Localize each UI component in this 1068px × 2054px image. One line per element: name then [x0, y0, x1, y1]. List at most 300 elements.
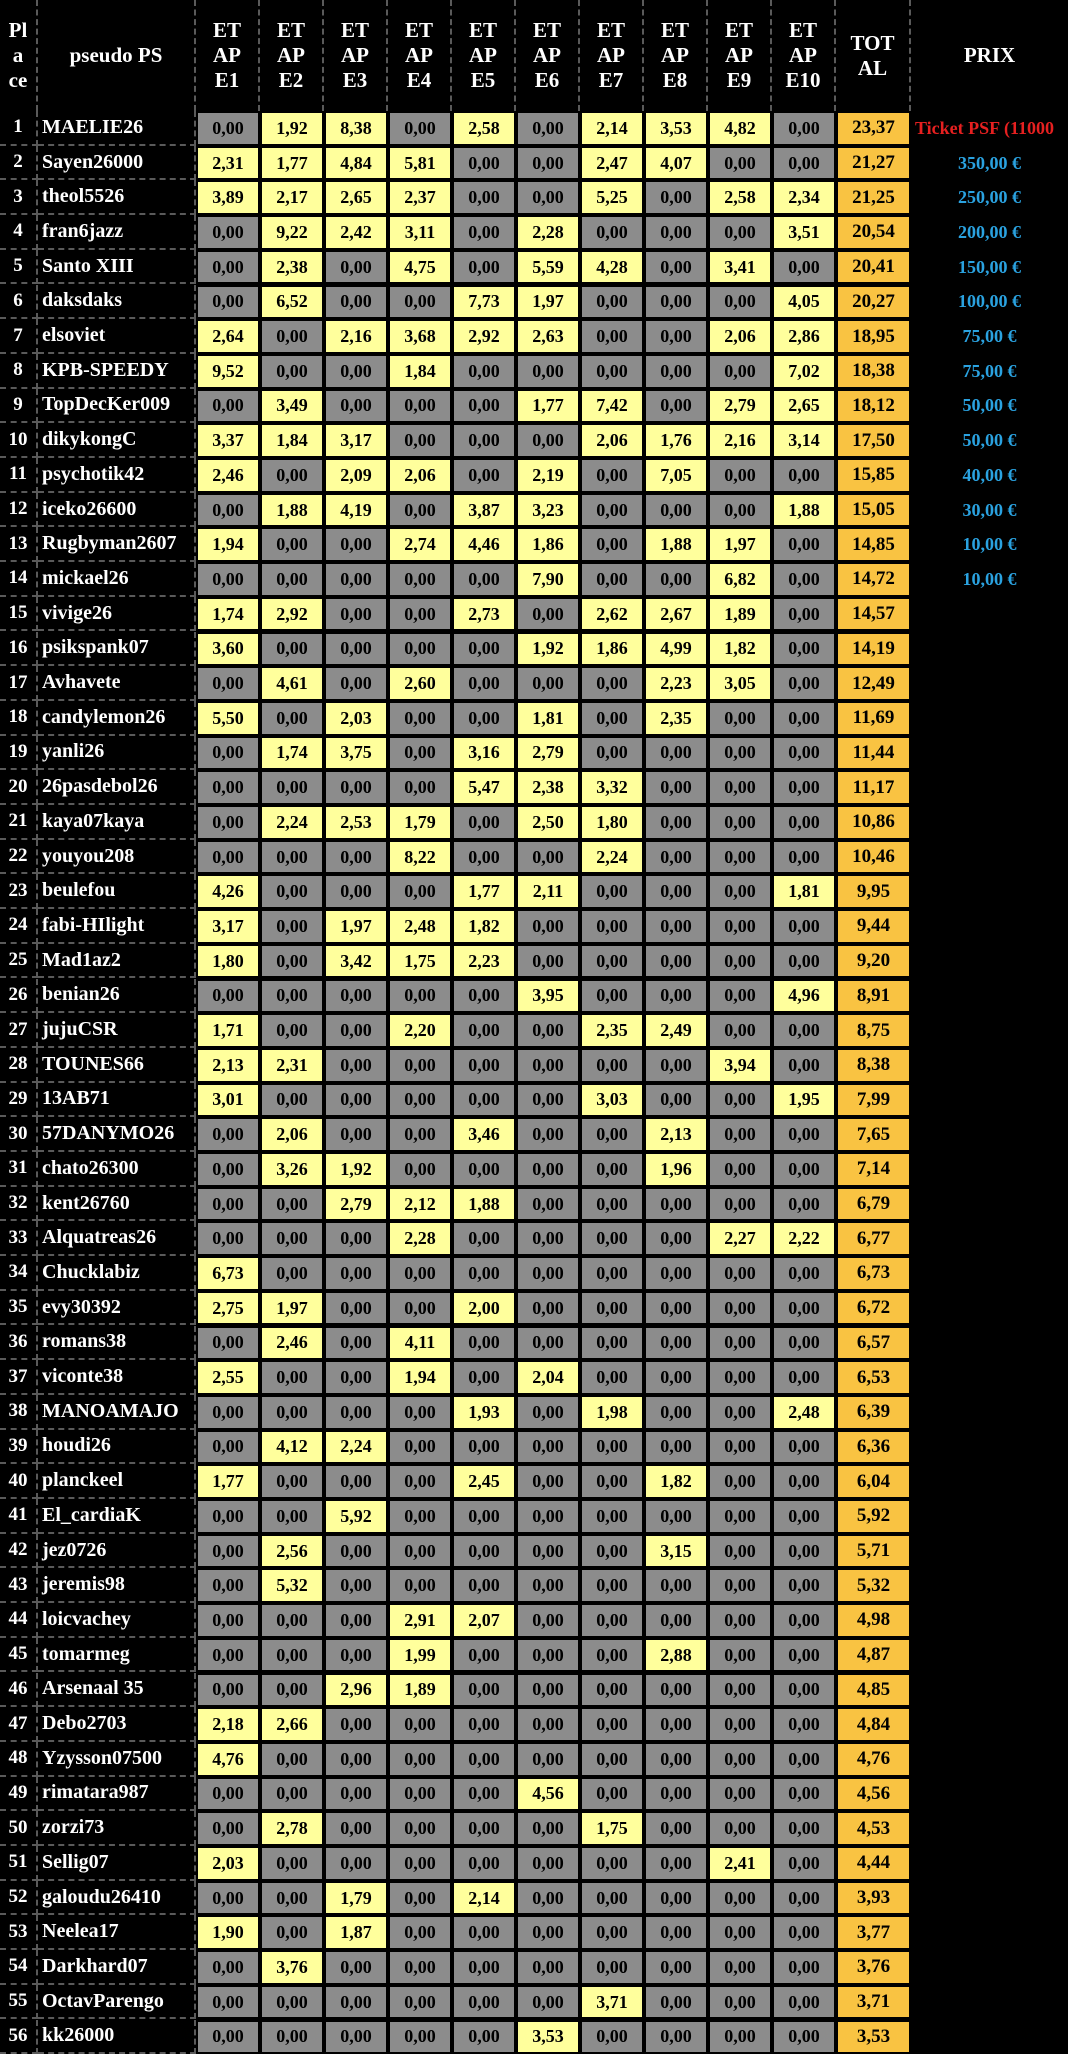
prize-cell	[911, 1534, 1068, 1569]
stage-score-cell: 0,00	[709, 1292, 771, 1325]
header-prize: PRIX	[911, 0, 1068, 111]
player-name-cell: MANOAMAJO	[38, 1395, 196, 1430]
stage-score-cell: 0,00	[709, 1465, 771, 1498]
stage-score-cell: 0,00	[197, 980, 259, 1013]
player-name-cell: kaya07kaya	[38, 805, 196, 840]
stage-score-cell: 1,89	[389, 1674, 451, 1707]
stage-score-cell: 0,00	[709, 980, 771, 1013]
stage-score-cell: 0,00	[709, 1396, 771, 1429]
stage-score-cell: 2,41	[709, 1847, 771, 1880]
header-stage-1: ET AP E1	[196, 0, 260, 111]
stage-score-cell: 0,00	[517, 1951, 579, 1984]
stage-score-cell: 3,89	[197, 181, 259, 214]
stage-score-cell: 0,00	[389, 1153, 451, 1186]
stage-score-cell: 0,00	[261, 1916, 323, 1949]
stage-score-cell: 2,66	[261, 1708, 323, 1741]
stage-score-cell: 0,00	[645, 875, 707, 908]
stage-score-cell: 1,79	[389, 806, 451, 839]
stage-score-cell: 0,00	[645, 1951, 707, 1984]
stage-score-cell: 0,00	[709, 147, 771, 180]
stage-score-cell: 2,24	[581, 841, 643, 874]
table-row	[0, 1013, 1068, 1048]
stage-score-cell: 0,00	[325, 1257, 387, 1290]
stage-score-cell: 0,00	[261, 1014, 323, 1047]
stage-score-cell: 1,82	[645, 1465, 707, 1498]
stage-score-cell: 0,00	[581, 1188, 643, 1221]
table-row	[0, 701, 1068, 736]
stage-score-cell: 2,09	[325, 459, 387, 492]
place-cell: 25	[0, 944, 38, 979]
stage-score-cell: 0,00	[453, 1361, 515, 1394]
stage-score-cell: 0,00	[325, 1396, 387, 1429]
player-name-cell: Arsenaal 35	[38, 1673, 196, 1708]
total-cell: 7,65	[837, 1118, 910, 1151]
total-cell: 4,76	[837, 1743, 910, 1776]
stage-score-cell: 0,00	[389, 633, 451, 666]
player-name-cell: TOUNES66	[38, 1048, 196, 1083]
stage-score-cell: 0,00	[453, 841, 515, 874]
stage-score-cell: 2,55	[197, 1361, 259, 1394]
stage-score-cell: 0,00	[581, 1118, 643, 1151]
table-row	[0, 1221, 1068, 1256]
stage-score-cell: 0,00	[709, 2021, 771, 2054]
stage-score-cell: 5,25	[581, 181, 643, 214]
stage-score-cell: 0,00	[709, 1569, 771, 1602]
total-cell: 15,85	[837, 459, 910, 492]
stage-score-cell: 0,00	[517, 1500, 579, 1533]
stage-score-cell: 5,92	[325, 1500, 387, 1533]
place-cell: 31	[0, 1152, 38, 1187]
table-row	[0, 840, 1068, 875]
player-name-cell: psikspank07	[38, 632, 196, 667]
stage-score-cell: 0,00	[453, 1916, 515, 1949]
place-cell: 13	[0, 527, 38, 562]
place-cell: 4	[0, 215, 38, 250]
place-cell: 49	[0, 1777, 38, 1812]
stage-score-cell: 3,01	[197, 1084, 259, 1117]
stage-score-cell: 0,00	[709, 1327, 771, 1360]
stage-score-cell: 0,00	[709, 875, 771, 908]
stage-score-cell: 0,00	[709, 1778, 771, 1811]
stage-score-cell: 0,00	[517, 910, 579, 943]
stage-score-cell: 0,00	[773, 841, 835, 874]
table-row	[0, 1152, 1068, 1187]
stage-score-cell: 6,73	[197, 1257, 259, 1290]
stage-score-cell: 0,00	[325, 1569, 387, 1602]
stage-score-cell: 0,00	[709, 1153, 771, 1186]
stage-score-cell: 0,00	[517, 1431, 579, 1464]
header-stage-3: ET AP E3	[324, 0, 388, 111]
stage-score-cell: 3,75	[325, 737, 387, 770]
stage-score-cell: 1,92	[517, 633, 579, 666]
stage-score-cell: 2,20	[389, 1014, 451, 1047]
stage-score-cell: 4,11	[389, 1327, 451, 1360]
stage-score-cell: 0,00	[581, 1257, 643, 1290]
total-cell: 21,27	[837, 147, 910, 180]
player-name-cell: Darkhard07	[38, 1950, 196, 1985]
total-cell: 3,71	[837, 1986, 910, 2019]
stage-score-cell: 2,53	[325, 806, 387, 839]
stage-score-cell: 0,00	[197, 841, 259, 874]
stage-score-cell: 7,90	[517, 563, 579, 596]
stage-score-cell: 0,00	[709, 1812, 771, 1845]
stage-score-cell: 0,00	[709, 806, 771, 839]
player-name-cell: Alquatreas26	[38, 1221, 196, 1256]
player-name-cell: Mad1az2	[38, 944, 196, 979]
stage-score-cell: 0,00	[773, 1743, 835, 1776]
stage-score-cell: 2,92	[261, 598, 323, 631]
stage-score-cell: 0,00	[709, 1014, 771, 1047]
stage-score-cell: 0,00	[261, 1361, 323, 1394]
place-cell: 40	[0, 1464, 38, 1499]
total-cell: 14,57	[837, 598, 910, 631]
stage-score-cell: 0,00	[389, 1569, 451, 1602]
stage-score-cell: 3,53	[517, 2021, 579, 2054]
stage-score-cell: 0,00	[773, 1014, 835, 1047]
stage-score-cell: 0,00	[325, 528, 387, 561]
stage-score-cell: 0,00	[645, 1222, 707, 1255]
stage-score-cell: 0,00	[517, 1708, 579, 1741]
stage-score-cell: 4,46	[453, 528, 515, 561]
player-name-cell: OctavParengo	[38, 1985, 196, 2020]
stage-score-cell: 3,76	[261, 1951, 323, 1984]
stage-score-cell: 2,42	[325, 216, 387, 249]
stage-score-cell: 4,76	[197, 1743, 259, 1776]
stage-score-cell: 1,89	[709, 598, 771, 631]
place-cell: 20	[0, 770, 38, 805]
stage-score-cell: 0,00	[773, 1708, 835, 1741]
stage-score-cell: 0,00	[709, 1951, 771, 1984]
stage-score-cell: 0,00	[645, 1292, 707, 1325]
header-stage-5: ET AP E5	[452, 0, 516, 111]
prize-cell	[911, 632, 1068, 667]
place-cell: 18	[0, 701, 38, 736]
stage-score-cell: 0,00	[325, 980, 387, 1013]
stage-score-cell: 0,00	[325, 1327, 387, 1360]
stage-score-cell: 3,17	[197, 910, 259, 943]
stage-score-cell: 0,00	[645, 910, 707, 943]
place-cell: 43	[0, 1568, 38, 1603]
stage-score-cell: 0,00	[325, 1535, 387, 1568]
stage-score-cell: 3,32	[581, 771, 643, 804]
total-cell: 3,53	[837, 2021, 910, 2054]
stage-score-cell: 0,00	[325, 1847, 387, 1880]
stage-score-cell: 1,74	[197, 598, 259, 631]
place-cell: 2	[0, 146, 38, 181]
stage-score-cell: 2,58	[453, 112, 515, 145]
stage-score-cell: 0,00	[517, 1327, 579, 1360]
stage-score-cell: 2,62	[581, 598, 643, 631]
stage-score-cell: 0,00	[517, 1292, 579, 1325]
place-cell: 39	[0, 1430, 38, 1465]
total-cell: 20,27	[837, 286, 910, 319]
stage-score-cell: 0,00	[645, 2021, 707, 2054]
stage-score-cell: 0,00	[197, 1153, 259, 1186]
stage-score-cell: 0,00	[645, 1396, 707, 1429]
stage-score-cell: 2,31	[197, 147, 259, 180]
stage-score-cell: 0,00	[709, 1361, 771, 1394]
total-cell: 23,37	[837, 112, 910, 145]
stage-score-cell: 0,00	[581, 737, 643, 770]
stage-score-cell: 0,00	[517, 945, 579, 978]
stage-score-cell: 0,00	[581, 563, 643, 596]
table-row	[0, 2020, 1068, 2054]
stage-score-cell: 1,81	[773, 875, 835, 908]
player-name-cell: viconte38	[38, 1360, 196, 1395]
stage-score-cell: 1,71	[197, 1014, 259, 1047]
place-cell: 50	[0, 1811, 38, 1846]
header-stage-10: ET AP E10	[772, 0, 836, 111]
player-name-cell: 26pasdebol26	[38, 770, 196, 805]
total-cell: 6,36	[837, 1431, 910, 1464]
stage-score-cell: 0,00	[453, 1327, 515, 1360]
player-name-cell: fran6jazz	[38, 215, 196, 250]
place-cell: 19	[0, 736, 38, 771]
place-cell: 8	[0, 354, 38, 389]
stage-score-cell: 0,00	[773, 1951, 835, 1984]
place-cell: 33	[0, 1221, 38, 1256]
stage-score-cell: 9,22	[261, 216, 323, 249]
stage-score-cell: 0,00	[581, 1500, 643, 1533]
stage-score-cell: 0,00	[645, 980, 707, 1013]
table-row	[0, 1430, 1068, 1465]
stage-score-cell: 0,00	[197, 1327, 259, 1360]
prize-cell	[911, 1291, 1068, 1326]
stage-score-cell: 3,37	[197, 424, 259, 457]
stage-score-cell: 2,79	[709, 390, 771, 423]
stage-score-cell: 0,00	[517, 1916, 579, 1949]
stage-score-cell: 0,00	[517, 1257, 579, 1290]
stage-score-cell: 0,00	[773, 1916, 835, 1949]
stage-score-cell: 1,80	[197, 945, 259, 978]
total-cell: 20,41	[837, 251, 910, 284]
stage-score-cell: 0,00	[389, 1396, 451, 1429]
stage-score-cell: 0,00	[645, 1882, 707, 1915]
stage-score-cell: 0,00	[709, 1882, 771, 1915]
stage-score-cell: 0,00	[325, 286, 387, 319]
place-cell: 41	[0, 1499, 38, 1534]
player-name-cell: rimatara987	[38, 1777, 196, 1812]
total-cell: 6,04	[837, 1465, 910, 1498]
stage-score-cell: 2,60	[389, 667, 451, 700]
stage-score-cell: 0,00	[389, 390, 451, 423]
stage-score-cell: 0,00	[197, 563, 259, 596]
place-cell: 24	[0, 909, 38, 944]
stage-score-cell: 0,00	[709, 1674, 771, 1707]
stage-score-cell: 5,59	[517, 251, 579, 284]
stage-score-cell: 0,00	[773, 1778, 835, 1811]
total-cell: 4,85	[837, 1674, 910, 1707]
stage-score-cell: 0,00	[645, 1743, 707, 1776]
stage-score-cell: 0,00	[389, 1500, 451, 1533]
stage-score-cell: 1,87	[325, 1916, 387, 1949]
stage-score-cell: 1,88	[453, 1188, 515, 1221]
header-total: TOT AL	[836, 0, 911, 111]
stage-score-cell: 7,42	[581, 390, 643, 423]
stage-score-cell: 4,56	[517, 1778, 579, 1811]
prize-cell	[911, 1985, 1068, 2020]
stage-score-cell: 0,00	[645, 1084, 707, 1117]
stage-score-cell: 0,00	[453, 1674, 515, 1707]
stage-score-cell: 0,00	[645, 1500, 707, 1533]
stage-score-cell: 1,84	[261, 424, 323, 457]
stage-score-cell: 0,00	[645, 1257, 707, 1290]
player-name-cell: romans38	[38, 1326, 196, 1361]
prize-cell	[911, 1464, 1068, 1499]
stage-score-cell: 8,38	[325, 112, 387, 145]
stage-score-cell: 4,28	[581, 251, 643, 284]
stage-score-cell: 0,00	[581, 1431, 643, 1464]
stage-score-cell: 0,00	[389, 1916, 451, 1949]
stage-score-cell: 1,96	[645, 1153, 707, 1186]
stage-score-cell: 0,00	[197, 112, 259, 145]
stage-score-cell: 0,00	[773, 806, 835, 839]
stage-score-cell: 0,00	[453, 1257, 515, 1290]
header-pseudo: pseudo PS	[38, 0, 196, 111]
stage-score-cell: 0,00	[261, 910, 323, 943]
stage-score-cell: 4,19	[325, 494, 387, 527]
stage-score-cell: 1,77	[453, 875, 515, 908]
stage-score-cell: 8,22	[389, 841, 451, 874]
stage-score-cell: 0,00	[709, 355, 771, 388]
stage-score-cell: 0,00	[581, 494, 643, 527]
stage-score-cell: 2,06	[709, 320, 771, 353]
stage-score-cell: 2,49	[645, 1014, 707, 1047]
stage-score-cell: 1,86	[581, 633, 643, 666]
table-row	[0, 1464, 1068, 1499]
stage-score-cell: 0,00	[453, 181, 515, 214]
table-row	[0, 1291, 1068, 1326]
stage-score-cell: 0,00	[261, 1188, 323, 1221]
stage-score-cell: 0,00	[197, 806, 259, 839]
stage-score-cell: 0,00	[517, 1569, 579, 1602]
stage-score-cell: 0,00	[453, 424, 515, 457]
table-row	[0, 389, 1068, 424]
stage-score-cell: 0,00	[517, 355, 579, 388]
stage-score-cell: 6,52	[261, 286, 323, 319]
stage-score-cell: 3,87	[453, 494, 515, 527]
player-name-cell: candylemon26	[38, 701, 196, 736]
prize-cell	[911, 1846, 1068, 1881]
stage-score-cell: 0,00	[453, 1500, 515, 1533]
stage-score-cell: 0,00	[389, 1292, 451, 1325]
player-name-cell: psychotik42	[38, 458, 196, 493]
stage-score-cell: 0,00	[325, 1014, 387, 1047]
stage-score-cell: 1,74	[261, 737, 323, 770]
stage-score-cell: 0,00	[581, 1327, 643, 1360]
stage-score-cell: 0,00	[581, 286, 643, 319]
stage-score-cell: 0,00	[517, 1222, 579, 1255]
table-row	[0, 354, 1068, 389]
prize-cell	[911, 770, 1068, 805]
stage-score-cell: 0,00	[325, 1361, 387, 1394]
table-row	[0, 1707, 1068, 1742]
stage-score-cell: 0,00	[389, 771, 451, 804]
stage-score-cell: 0,00	[645, 320, 707, 353]
stage-score-cell: 7,05	[645, 459, 707, 492]
total-cell: 18,38	[837, 355, 910, 388]
table-row	[0, 909, 1068, 944]
stage-score-cell: 0,00	[197, 1639, 259, 1672]
stage-score-cell: 1,97	[517, 286, 579, 319]
stage-score-cell: 0,00	[389, 2021, 451, 2054]
player-name-cell: beulefou	[38, 874, 196, 909]
stage-score-cell: 0,00	[581, 1153, 643, 1186]
table-row	[0, 736, 1068, 771]
stage-score-cell: 2,23	[645, 667, 707, 700]
prize-cell: 75,00 €	[911, 354, 1068, 389]
stage-score-cell: 0,00	[773, 771, 835, 804]
stage-score-cell: 0,00	[773, 633, 835, 666]
stage-score-cell: 0,00	[645, 251, 707, 284]
stage-score-cell: 0,00	[453, 1049, 515, 1082]
stage-score-cell: 0,00	[261, 2021, 323, 2054]
stage-score-cell: 0,00	[325, 771, 387, 804]
stage-score-cell: 0,00	[197, 494, 259, 527]
stage-score-cell: 0,00	[709, 771, 771, 804]
stage-score-cell: 0,00	[773, 112, 835, 145]
table-row	[0, 1568, 1068, 1603]
stage-score-cell: 0,00	[197, 667, 259, 700]
prize-cell	[911, 1430, 1068, 1465]
stage-score-cell: 0,00	[453, 1569, 515, 1602]
stage-score-cell: 0,00	[453, 390, 515, 423]
stage-score-cell: 0,00	[389, 1465, 451, 1498]
stage-score-cell: 0,00	[581, 1049, 643, 1082]
stage-score-cell: 0,00	[581, 1743, 643, 1776]
total-cell: 6,79	[837, 1188, 910, 1221]
player-name-cell: jujuCSR	[38, 1013, 196, 1048]
stage-score-cell: 0,00	[773, 528, 835, 561]
stage-score-cell: 0,00	[261, 320, 323, 353]
stage-score-cell: 0,00	[517, 667, 579, 700]
stage-score-cell: 2,38	[517, 771, 579, 804]
stage-score-cell: 0,00	[197, 251, 259, 284]
stage-score-cell: 0,00	[773, 1812, 835, 1845]
place-cell: 21	[0, 805, 38, 840]
player-name-cell: 57DANYMO26	[38, 1117, 196, 1152]
table-row	[0, 1256, 1068, 1291]
stage-score-cell: 0,00	[773, 1674, 835, 1707]
stage-score-cell: 2,92	[453, 320, 515, 353]
stage-score-cell: 0,00	[581, 1222, 643, 1255]
place-cell: 14	[0, 562, 38, 597]
stage-score-cell: 1,84	[389, 355, 451, 388]
stage-score-cell: 0,00	[517, 1639, 579, 1672]
stage-score-cell: 0,00	[773, 1500, 835, 1533]
stage-score-cell: 0,00	[645, 390, 707, 423]
total-cell: 10,46	[837, 841, 910, 874]
stage-score-cell: 3,51	[773, 216, 835, 249]
header-stage-2: ET AP E2	[260, 0, 324, 111]
table-row	[0, 1534, 1068, 1569]
stage-score-cell: 0,00	[581, 2021, 643, 2054]
stage-score-cell: 0,00	[645, 1327, 707, 1360]
total-cell: 6,77	[837, 1222, 910, 1255]
stage-score-cell: 2,79	[517, 737, 579, 770]
stage-score-cell: 0,00	[261, 1465, 323, 1498]
stage-score-cell: 0,00	[709, 1500, 771, 1533]
total-cell: 4,44	[837, 1847, 910, 1880]
stage-score-cell: 0,00	[645, 1778, 707, 1811]
player-name-cell: iceko26600	[38, 493, 196, 528]
stage-score-cell: 2,13	[197, 1049, 259, 1082]
prize-cell	[911, 874, 1068, 909]
stage-score-cell: 0,00	[325, 1049, 387, 1082]
stage-score-cell: 2,86	[773, 320, 835, 353]
stage-score-cell: 1,86	[517, 528, 579, 561]
table-row	[0, 1915, 1068, 1950]
